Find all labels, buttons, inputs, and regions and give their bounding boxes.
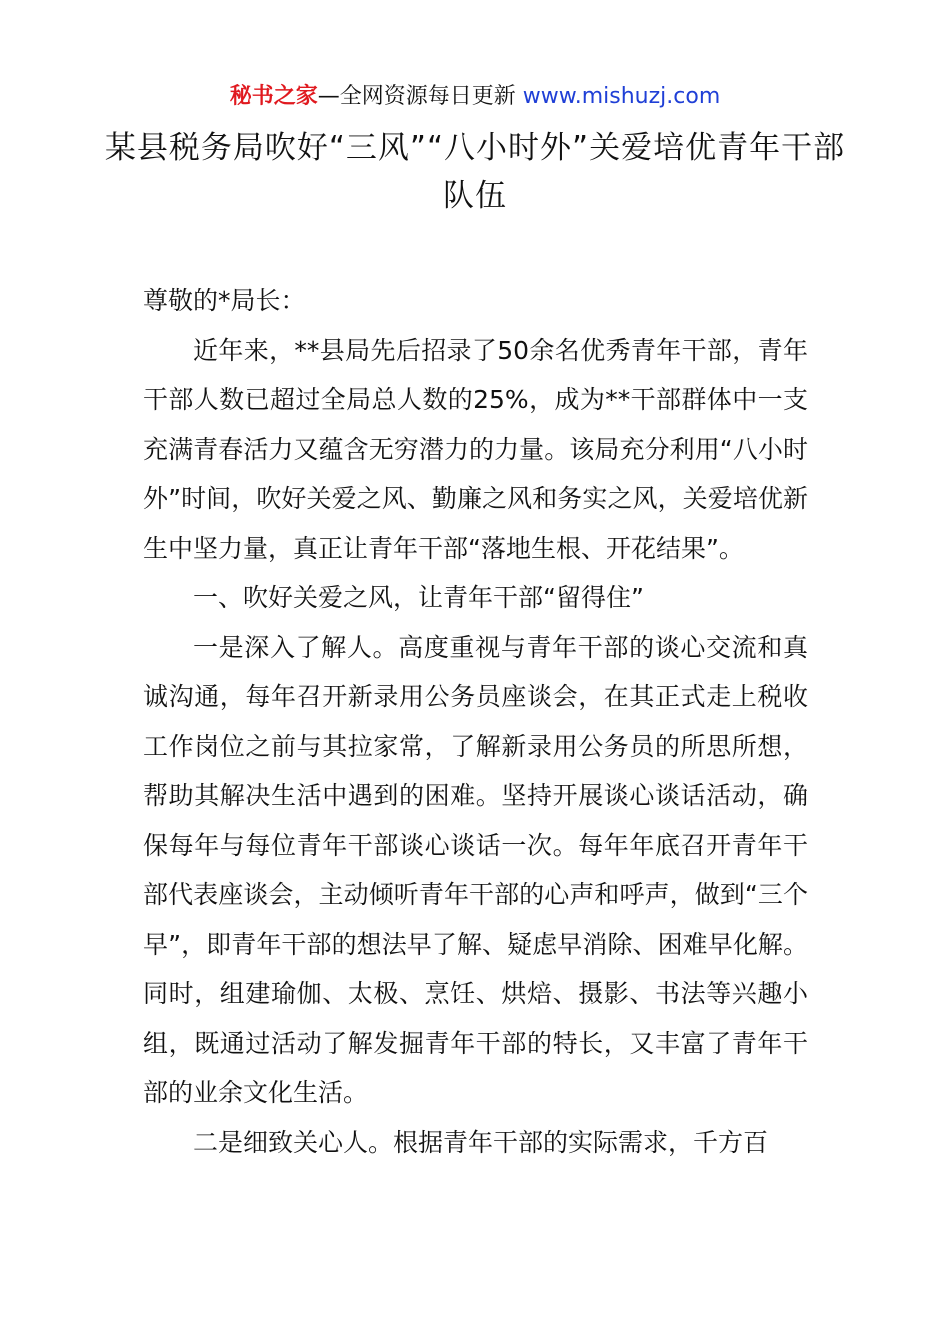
site-brand: 秘书之家 xyxy=(229,84,318,109)
paragraph-care: 二是细致关心人。根据青年干部的实际需求，千方百 xyxy=(193,1127,769,1157)
section-heading: 一、吹好关爱之风，让青年干部“留得住” xyxy=(193,583,644,612)
site-tagline: —全网资源每日更新 xyxy=(317,84,523,109)
paragraph-intro: 近年来，**县局先后招录了50余名优秀青年干部，青年干部人数已超过全局总人数的25%，成为**干部群体中一支充满青春活力又蕴含无穷潜力的力量。该局充分利用“八小时外”时间，吹好关爱之风、勤廉之风和务实之风，关爱培优新生中坚力量，真正让青年干部“落地生根、开花结果”。 xyxy=(143,335,808,563)
paragraph-understand: 一是深入了解人。高度重视与青年干部的谈心交流和真诚沟通，每年召开新录用公务员座谈会，在其正式走上税收工作岗位之前与其拉家常，了解新录用公务员的所思所想，帮助其解决生活中遇到的困难。坚持开展谈心谈话活动，确保每年与每位青年干部谈心谈话一次。每年年底召开青年干部代表座谈会，主动倾听青年干部的心声和呼声，做到“三个早”，即青年干部的想法早了解、疑虑早消除、困难早化解。同时，组建瑜伽、太极、烹饪、烘焙、摄影、书法等兴趣小组，既通过活动了解发掘青年干部的特长，又丰富了青年干部的业余文化生活。 xyxy=(143,632,808,1107)
site-url-link[interactable]: www.mishuzj.com xyxy=(522,84,721,109)
document-title: 某县税务局吹好“三风”“八小时外”关爱培优青年干部队伍 xyxy=(104,130,846,214)
salutation: 尊敬的*局长： xyxy=(143,286,306,315)
document-body xyxy=(143,276,808,1167)
site-header xyxy=(0,82,950,112)
